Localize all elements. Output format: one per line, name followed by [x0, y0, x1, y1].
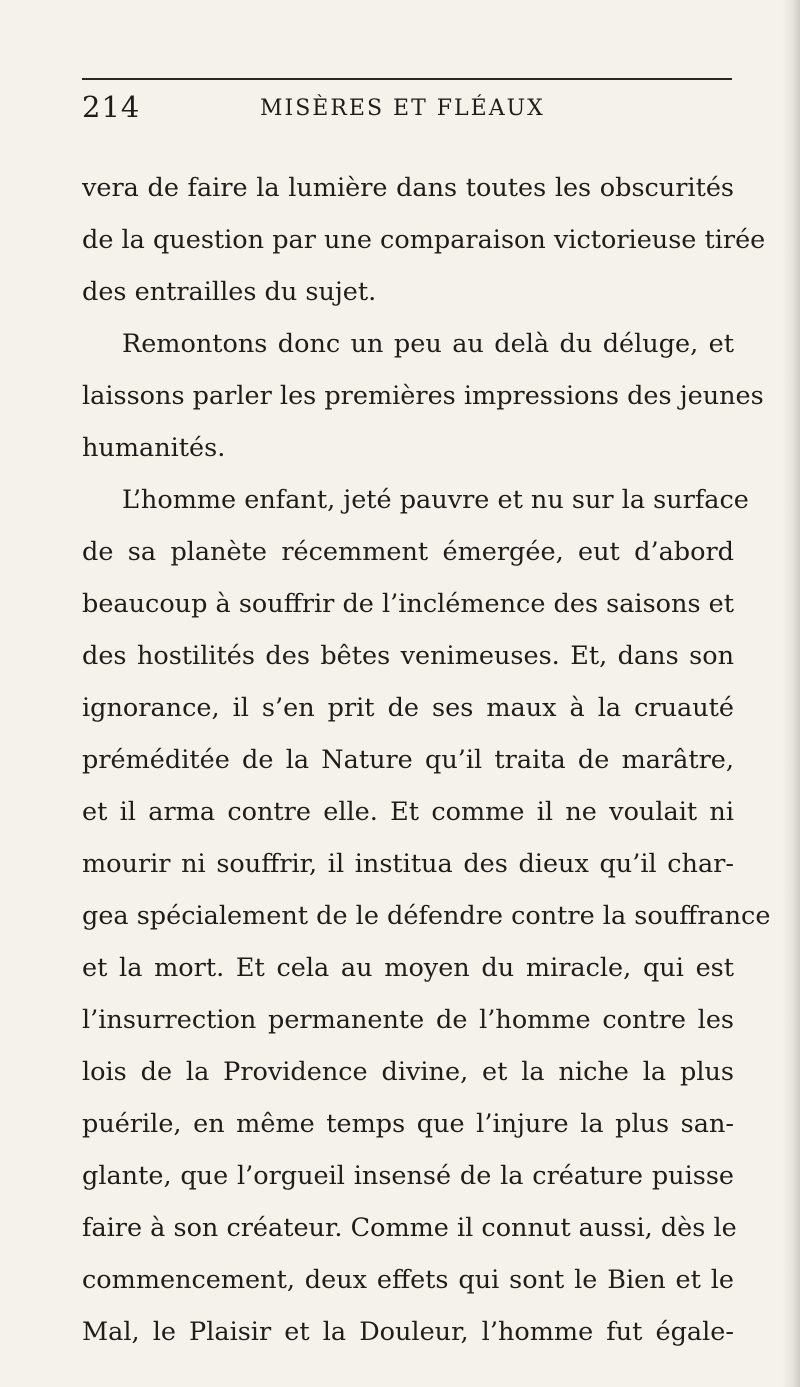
header-rule	[82, 78, 732, 80]
text-line: des entrailles du sujet.	[82, 277, 377, 307]
page-edge-shadow	[782, 0, 800, 1387]
text-line: l’insurrection permanente de l’homme contre les	[82, 1005, 734, 1035]
text-line: préméditée de la Nature qu’il traita de marâtre,	[82, 745, 734, 775]
text-line: humanités.	[82, 433, 226, 463]
text-line: beaucoup à souffrir de l’inclémence des saisons et	[82, 589, 734, 619]
page-number: 214	[82, 90, 141, 124]
body-text	[82, 162, 771, 1358]
text-line: lois de la Providence divine, et la niche la plus	[82, 1057, 734, 1087]
text-line: Remontons donc un peu au delà du déluge, et	[122, 329, 734, 359]
text-line: et il arma contre elle. Et comme il ne voulait ni	[82, 797, 734, 827]
text-line: de la question par une comparaison victorieuse tirée	[82, 225, 766, 255]
text-line: ignorance, il s’en prit de ses maux à la cruauté	[82, 693, 734, 723]
text-line: puérile, en même temps que l’injure la plus san-	[82, 1109, 734, 1139]
text-line: commencement, deux effets qui sont le Bien et le	[82, 1265, 734, 1295]
text-line: vera de faire la lumière dans toutes les obscurités	[82, 173, 734, 203]
page-header	[82, 90, 732, 130]
text-line: de sa planète récemment émergée, eut d’abord	[82, 537, 734, 567]
text-line: des hostilités des bêtes venimeuses. Et, dans son	[82, 641, 734, 671]
text-line: glante, que l’orgueil insensé de la créature puisse	[82, 1161, 734, 1191]
text-line: faire à son créateur. Comme il connut aussi, dès le	[82, 1213, 737, 1243]
text-line: mourir ni souffrir, il institua des dieux qu’il char-	[82, 849, 734, 879]
text-line: laissons parler les premières impressions des jeunes	[82, 381, 764, 411]
text-line: L’homme enfant, jeté pauvre et nu sur la surface	[122, 485, 749, 515]
text-line: gea spécialement de le défendre contre la souffrance	[82, 901, 771, 931]
text-line: Mal, le Plaisir et la Douleur, l’homme fut égale-	[82, 1317, 734, 1347]
text-line: et la mort. Et cela au moyen du miracle, qui est	[82, 953, 734, 983]
running-title: MISÈRES ET FLÉAUX	[260, 96, 545, 121]
